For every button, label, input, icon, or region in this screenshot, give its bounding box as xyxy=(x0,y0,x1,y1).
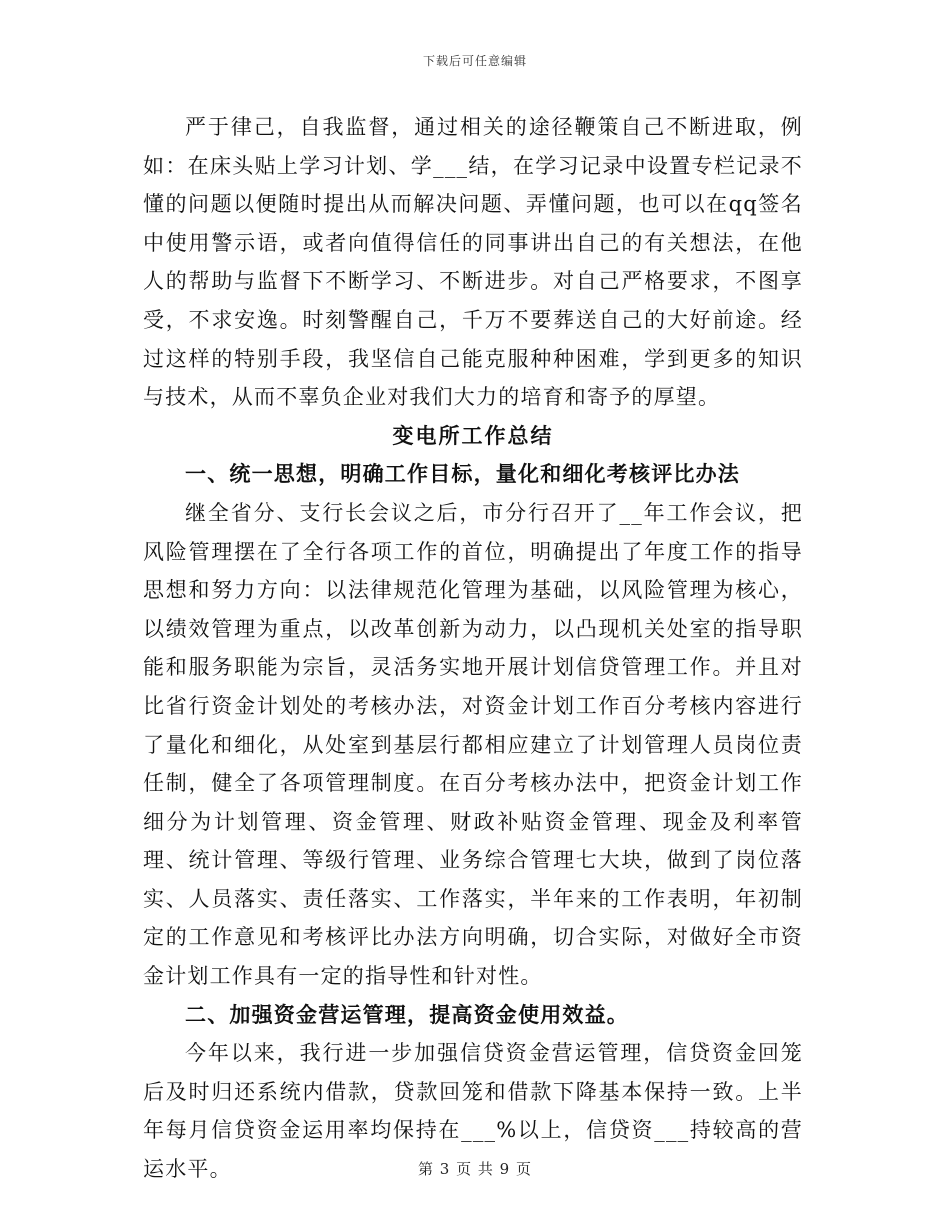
section-2-body: 今年以来，我行进一步加强信贷资金营运管理，信贷资金回笼后及时归还系统内借款，贷款回笼和借款下降基本保持一致。上半年每月信贷资金运用率均保持在___%以上，信贷资___持较高的营运水平。 xyxy=(143,1041,803,1182)
page-header-note: 下载后可任意编辑 xyxy=(422,54,527,68)
section-1-heading: 一、统一思想，明确工作目标，量化和细化考核评比办法 xyxy=(185,461,740,487)
document-body xyxy=(143,108,803,1189)
section-1-body: 继全省分、支行长会议之后，市分行召开了__年工作会议，把风险管理摆在了全行各项工作的首位，明确提出了年度工作的指导思想和努力方向：以法律规范化管理为基础，以风险管理为核心，以绩效管理为重点，以改革创新为动力，以凸现机关处室的指导职能和服务职能为宗旨，灵活务实地开展计划信贷管理工作。并且对比省行资金计划处的考核办法，对资金计划工作百分考核内容进行了量化和细化，从处室到基层行都相应建立了计划管理人员岗位责任制，健全了各项管理制度。在百分考核办法中，把资金计划工作细分为计划管理、资金管理、财政补贴资金管理、现金及利率管理、统计管理、等级行管理、业务综合管理七大块，做到了岗位落实、人员落实、责任落实、工作落实，半年来的工作表明，年初制定的工作意见和考核评比办法方向明确，切合实际，对做好全市资金计划工作具有一定的指导性和针对性。 xyxy=(143,500,803,989)
section-2-heading: 二、加强资金营运管理，提高资金使用效益。 xyxy=(185,1001,629,1027)
document-title: 变电所工作总结 xyxy=(392,422,554,448)
page-number-footer: 第 3 页 共 9 页 xyxy=(418,1160,532,1178)
paragraph-self-discipline: 严于律己，自我监督，通过相关的途径鞭策自己不断进取，例如：在床头贴上学习计划、学___结，在学习记录中设置专栏记录不懂的问题以便随时提出从而解决问题、弄懂问题，也可以在qq签名中使用警示语，或者向值得信任的同事讲出自己的有关想法，在他人的帮助与监督下不断学习、不断进步。对自己严格要求，不图享受，不求安逸。时刻警醒自己，千万不要葬送自己的大好前途。经过这样的特别手段，我坚信自己能克服种种困难，学到更多的知识与技术，从而不辜负企业对我们大力的培育和寄予的厚望。 xyxy=(143,115,803,410)
